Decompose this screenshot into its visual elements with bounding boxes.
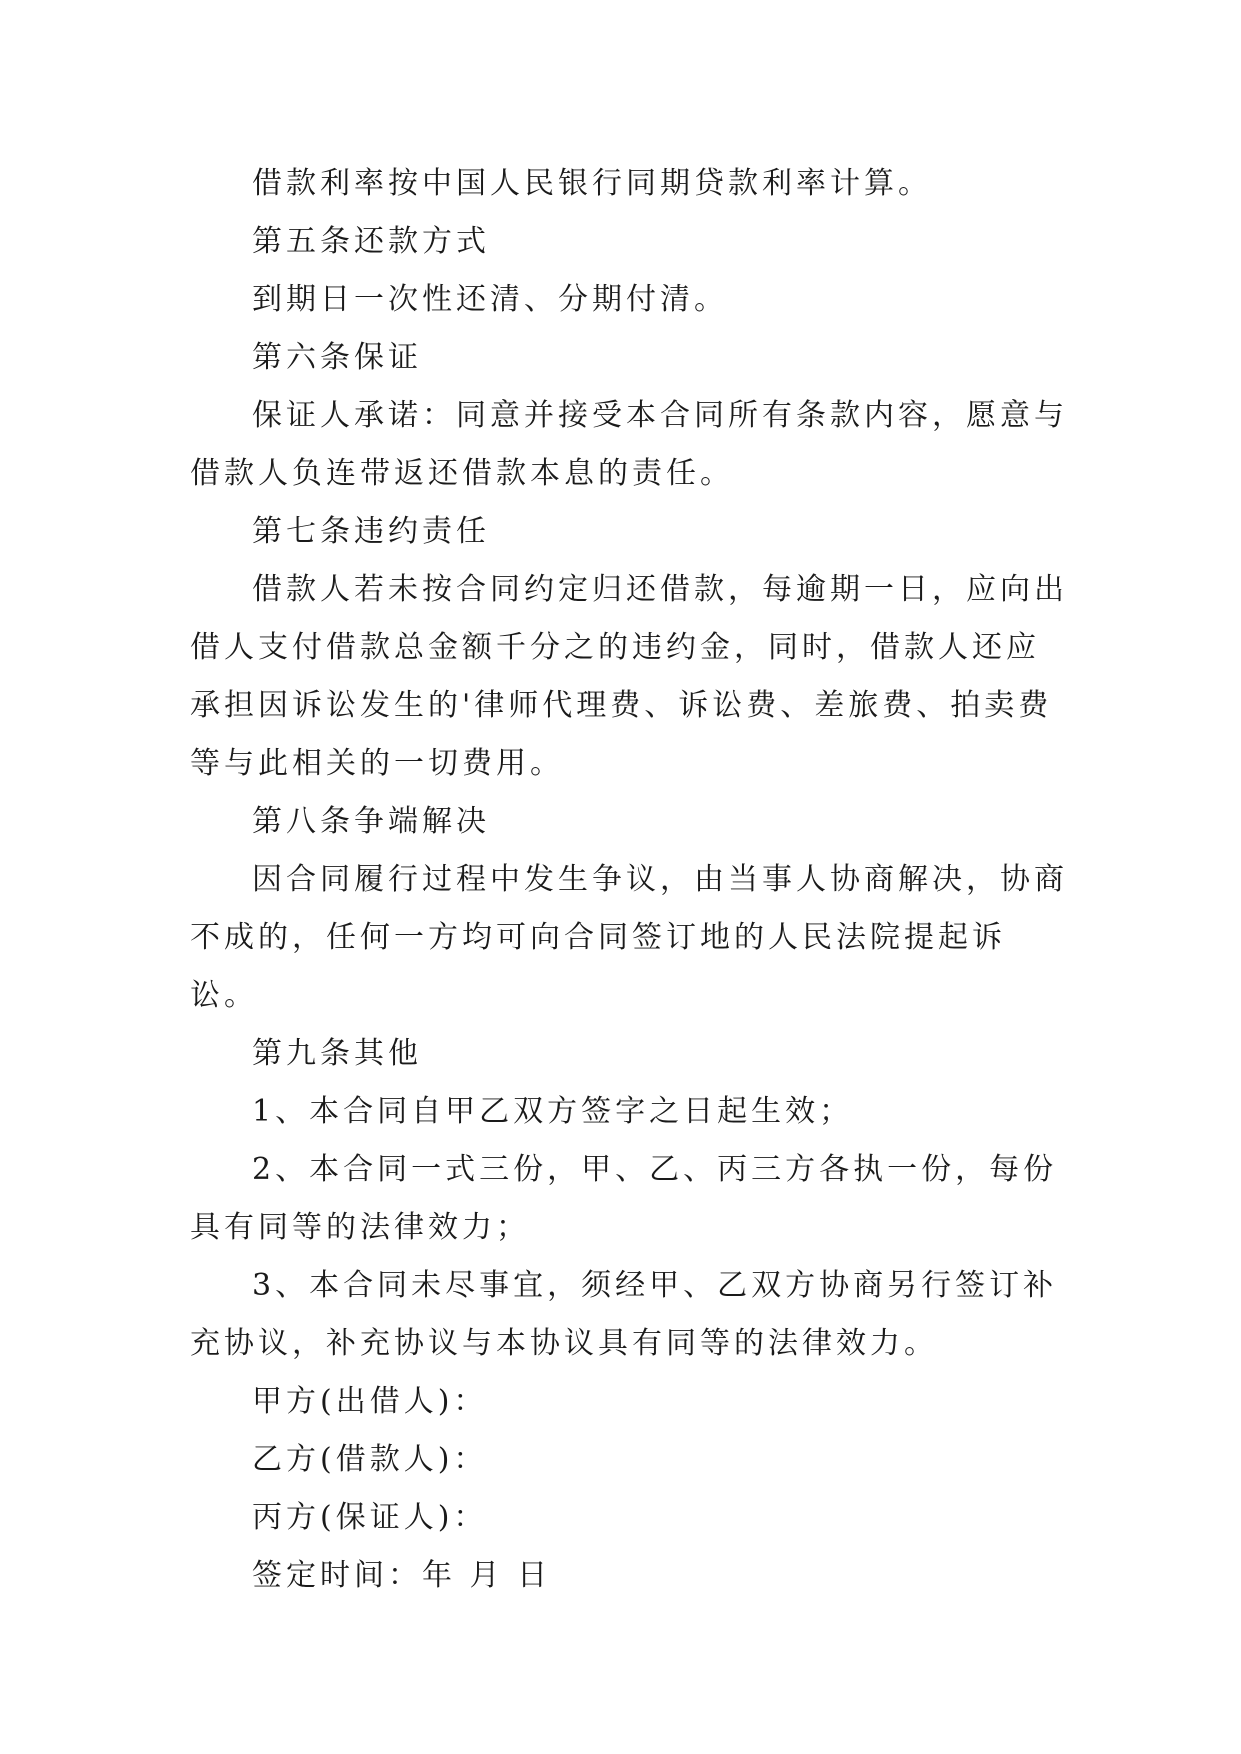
guarantor-promise-paragraph: 保证人承诺：同意并接受本合同所有条款内容，愿意与借款人负连带返还借款本息的责任。 bbox=[190, 398, 1068, 491]
other-clause-1: 1、本合同自甲乙双方签字之日起生效； bbox=[252, 1094, 854, 1129]
document-body bbox=[190, 155, 1070, 1605]
article-6-heading: 第六条保证 bbox=[252, 340, 422, 375]
party-c-signature-line: 丙方(保证人)： bbox=[252, 1500, 488, 1535]
article-5-heading: 第五条还款方式 bbox=[252, 224, 490, 259]
article-8-heading: 第八条争端解决 bbox=[252, 804, 490, 839]
article-7-heading: 第七条违约责任 bbox=[252, 514, 490, 549]
other-clause-2: 2、本合同一式三份，甲、乙、丙三方各执一份，每份具有同等的法律效力； bbox=[190, 1152, 1058, 1245]
dispute-resolution-paragraph: 因合同履行过程中发生争议，由当事人协商解决，协商不成的，任何一方均可向合同签订地的人民法院提起诉讼。 bbox=[190, 862, 1068, 1013]
party-b-signature-line: 乙方(借款人)： bbox=[252, 1442, 488, 1477]
repayment-method-paragraph: 到期日一次性还清、分期付清。 bbox=[252, 282, 728, 317]
breach-liability-paragraph: 借款人若未按合同约定归还借款，每逾期一日，应向出借人支付借款总金额千分之的违约金，同时，借款人还应承担因诉讼发生的'律师代理费、诉讼费、差旅费、拍卖费等与此相关的一切费用。 bbox=[190, 572, 1068, 781]
signing-date-line: 签定时间：年 月 日 bbox=[252, 1558, 552, 1593]
other-clause-3: 3、本合同未尽事宜，须经甲、乙双方协商另行签订补充协议，补充协议与本协议具有同等的法律效力。 bbox=[190, 1268, 1058, 1361]
party-a-signature-line: 甲方(出借人)： bbox=[252, 1384, 488, 1419]
article-9-heading: 第九条其他 bbox=[252, 1036, 422, 1071]
interest-rate-paragraph: 借款利率按中国人民银行同期贷款利率计算。 bbox=[252, 166, 932, 201]
